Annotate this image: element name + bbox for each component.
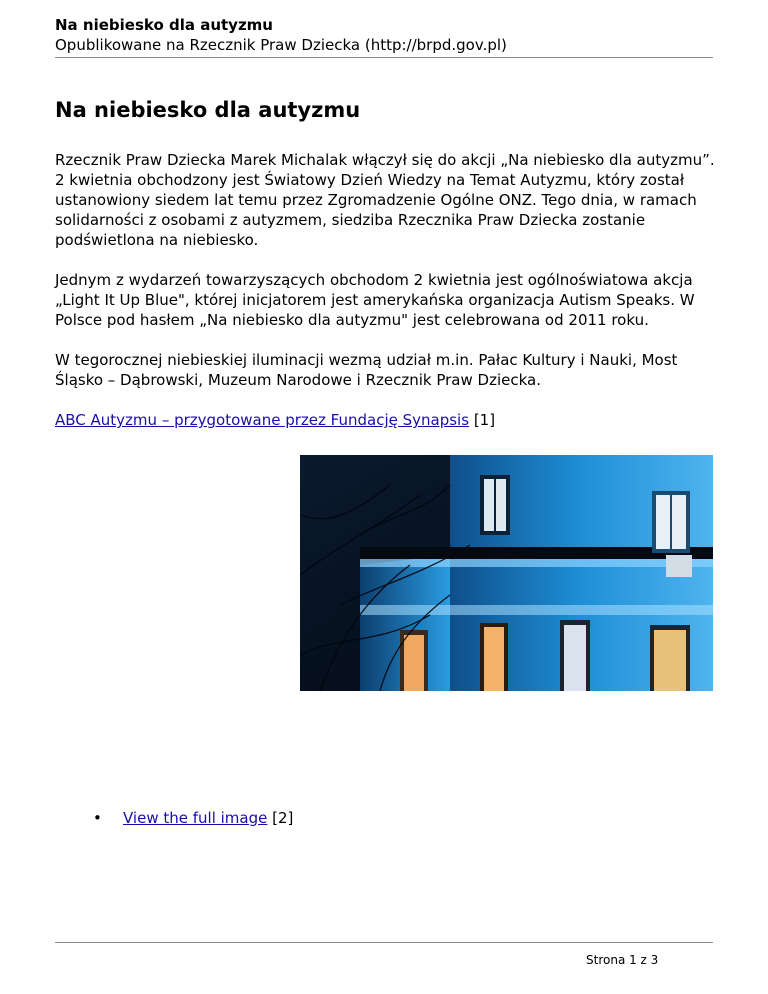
bullet-icon: • — [93, 809, 102, 827]
image-link-list — [55, 808, 293, 828]
page-number: Strona 1 z 3 — [586, 953, 659, 967]
header-site-title: Na niebiesko dla autyzmu — [55, 16, 273, 34]
article-paragraph: Jednym z wydarzeń towarzyszących obchodom 2 kwietnia jest ogólnoświatowa akcja „Light It Up Blue", której inicjatorem jest amerykańska organizacja Autism Speaks. W Polsce pod hasłem „Na niebiesko dla autyzmu" jest celebrowana od 2011 roku. — [55, 271, 695, 329]
article-paragraph: Rzecznik Praw Dziecka Marek Michalak włączył się do akcji „Na niebiesko dla autyzmu”. 2 kwietnia obchodzony jest Światowy Dzień Wiedzy na Temat Autyzmu, który został ustanowiony siedem lat temu przez Zgromadzenie Ogólne ONZ. Tego dnia, w ramach solidarności z osobami z autyzmem, siedziba Rzecznika Praw Dziecka zostanie podświetlona na niebiesko. — [55, 151, 715, 249]
article-paragraph: W tegorocznej niebieskiej iluminacji wezmą udział m.in. Pałac Kultury i Nauki, Most Śląsko – Dąbrowski, Muzeum Narodowe i Rzecznik Praw Dziecka. — [55, 351, 678, 389]
abc-autyzmu-link[interactable]: ABC Autyzmu – przygotowane przez Fundację Synapsis — [55, 411, 470, 429]
view-full-image-link[interactable]: View the full image — [123, 809, 268, 827]
link-reference: [2] — [272, 809, 294, 827]
document-header — [55, 15, 713, 55]
building-photo — [300, 455, 713, 691]
building-illuminated-icon — [300, 455, 713, 691]
page-title: Na niebiesko dla autyzmu — [55, 98, 361, 122]
list-item — [55, 808, 293, 828]
article-link-line — [55, 410, 720, 430]
article-body — [55, 150, 720, 450]
header-divider — [55, 57, 713, 58]
header-published-source: Opublikowane na Rzecznik Praw Dziecka (http://brpd.gov.pl) — [55, 36, 507, 54]
link-reference: [1] — [473, 411, 496, 429]
footer-divider — [55, 942, 713, 943]
